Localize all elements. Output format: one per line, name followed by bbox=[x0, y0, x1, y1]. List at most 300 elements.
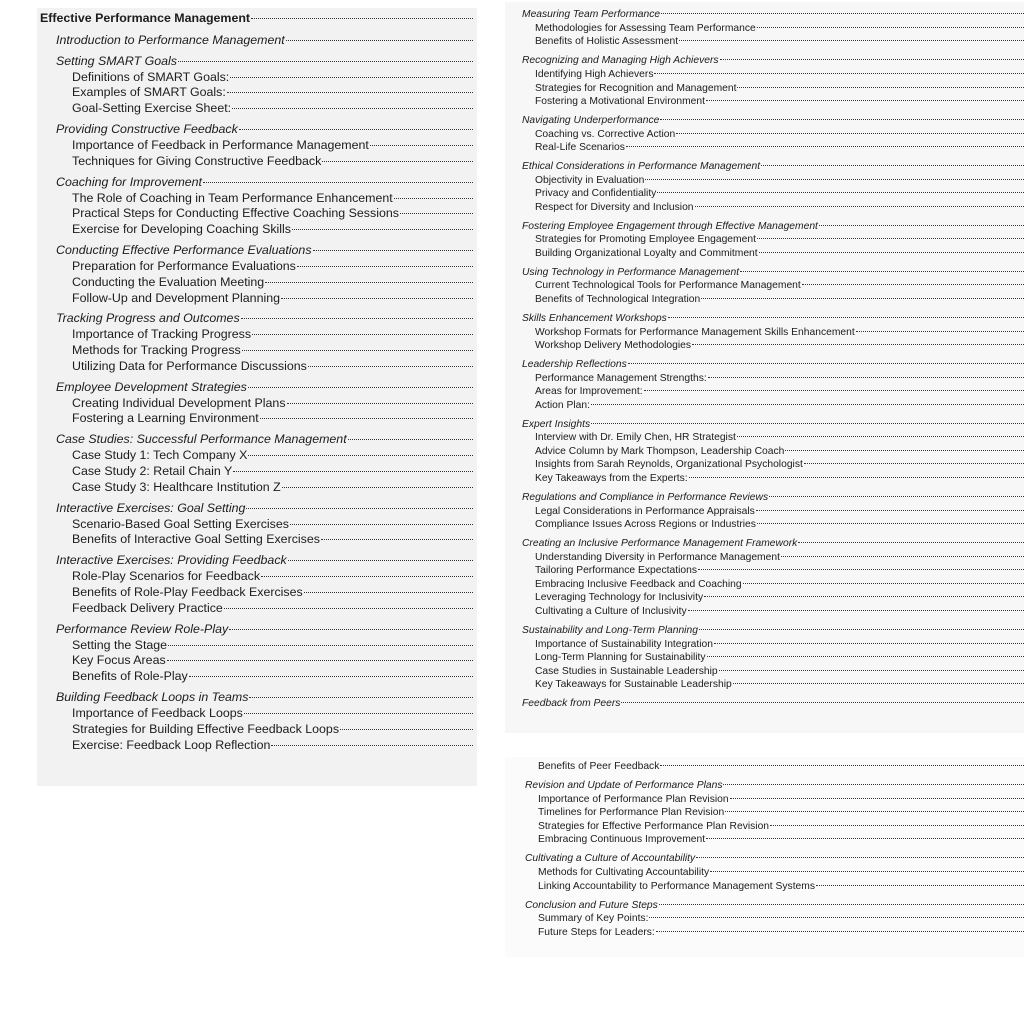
toc-subsection-entry[interactable] bbox=[522, 551, 1024, 565]
toc-section-title: Measuring Team Performance bbox=[522, 9, 661, 21]
dot-leader bbox=[248, 387, 473, 388]
toc-subsection-title: Importance of Feedback in Performance Management bbox=[72, 137, 369, 152]
toc-subsection-entry[interactable] bbox=[40, 291, 473, 307]
dot-leader bbox=[699, 629, 1024, 630]
toc-subsection-title: Exercise for Developing Coaching Skills bbox=[72, 222, 292, 237]
toc-subsection-title: Preparation for Performance Evaluations bbox=[72, 258, 296, 273]
dot-leader bbox=[290, 524, 473, 525]
toc-section-title: Sustainability and Long-Term Planning bbox=[522, 624, 698, 636]
dot-leader bbox=[688, 610, 1024, 611]
toc-section-title: Expert Insights bbox=[522, 418, 591, 430]
toc-subsection-title: Role-Play Scenarios for Feedback bbox=[72, 569, 261, 584]
toc-subsection-entry[interactable] bbox=[40, 327, 473, 343]
dot-leader bbox=[308, 366, 473, 367]
toc-subsection-entry[interactable] bbox=[40, 569, 473, 585]
toc-subsection-entry[interactable] bbox=[522, 247, 1024, 261]
toc-subsection-title: Methodologies for Assessing Team Performance bbox=[535, 22, 756, 34]
dot-leader bbox=[719, 670, 1024, 671]
toc-subsection-title: Case Study 2: Retail Chain Y bbox=[72, 464, 233, 479]
toc-subsection-title: Follow-Up and Development Planning bbox=[72, 290, 281, 305]
dot-leader bbox=[708, 377, 1024, 378]
dot-leader bbox=[178, 61, 473, 62]
toc-section-title: Regulations and Compliance in Performance Reviews bbox=[522, 491, 769, 503]
dot-leader bbox=[720, 59, 1024, 60]
dot-leader bbox=[730, 798, 1024, 799]
dot-leader bbox=[785, 450, 1024, 451]
toc-section-title: Skills Enhancement Workshops bbox=[522, 312, 667, 324]
dot-leader bbox=[816, 885, 1024, 886]
toc-subsection-entry[interactable] bbox=[40, 343, 473, 359]
toc-subsection-title: Scenario-Based Goal Setting Exercises bbox=[72, 516, 289, 531]
toc-subsection-entry[interactable] bbox=[40, 70, 473, 86]
toc-subsection-entry[interactable] bbox=[40, 738, 473, 754]
toc-subsection-entry[interactable] bbox=[522, 141, 1024, 155]
dot-leader bbox=[348, 439, 473, 440]
dot-leader bbox=[242, 350, 473, 351]
toc-subsection-title: Cultivating a Culture of Inclusivity bbox=[535, 606, 687, 618]
dot-leader bbox=[706, 838, 1024, 839]
dot-leader bbox=[737, 436, 1024, 437]
toc-subsection-entry[interactable] bbox=[522, 22, 1024, 36]
toc-subsection-entry[interactable] bbox=[40, 464, 473, 480]
dot-leader bbox=[645, 179, 1024, 180]
dot-leader bbox=[241, 318, 473, 319]
toc-section-title: Recognizing and Managing High Achievers bbox=[522, 55, 719, 67]
toc-section-entry[interactable] bbox=[40, 175, 473, 191]
toc-subsection-entry[interactable] bbox=[522, 578, 1024, 592]
toc-section-title: Performance Review Role-Play bbox=[56, 621, 229, 636]
toc-subsection-title: Building Organizational Loyalty and Commitment bbox=[535, 247, 758, 259]
toc-subsection-entry[interactable] bbox=[522, 665, 1024, 679]
toc-section-title: Building Feedback Loops in Teams bbox=[56, 690, 249, 705]
dot-leader bbox=[167, 660, 473, 661]
dot-leader bbox=[696, 857, 1024, 858]
dot-leader bbox=[743, 583, 1024, 584]
toc-subsection-title: Setting the Stage bbox=[72, 637, 168, 652]
dot-leader bbox=[656, 931, 1024, 932]
toc-subsection-title: Practical Steps for Conducting Effective Coaching Sessions bbox=[72, 206, 399, 221]
dot-leader bbox=[251, 18, 473, 19]
toc-section-title: Revision and Update of Performance Plans bbox=[525, 779, 723, 791]
toc-subsection-title: Examples of SMART Goals: bbox=[72, 85, 226, 100]
toc-subsection-title: Benefits of Role-Play Feedback Exercises bbox=[72, 584, 303, 599]
dot-leader bbox=[679, 40, 1024, 41]
toc-subsection-title: Linking Accountability to Performance Management Systems bbox=[538, 880, 816, 892]
toc-subsection-title: Benefits of Peer Feedback bbox=[538, 761, 660, 772]
toc-section-title: Interactive Exercises: Providing Feedback bbox=[56, 553, 287, 568]
toc-subsection-entry[interactable] bbox=[40, 722, 473, 738]
toc-subsection-entry[interactable] bbox=[40, 411, 473, 427]
toc-section-entry[interactable] bbox=[522, 54, 1024, 68]
toc-subsection-entry[interactable] bbox=[522, 399, 1024, 413]
toc-subsection-entry[interactable] bbox=[40, 669, 473, 685]
toc-page-right bbox=[505, 2, 1024, 733]
toc-subsection-entry[interactable] bbox=[40, 706, 473, 722]
toc-subsection-entry[interactable] bbox=[525, 833, 1024, 847]
toc-subsection-entry[interactable] bbox=[40, 601, 473, 617]
toc-subsection-entry[interactable] bbox=[522, 233, 1024, 247]
toc-subsection-entry[interactable] bbox=[40, 396, 473, 412]
toc-subsection-entry[interactable] bbox=[522, 591, 1024, 605]
toc-subsection-title: Interview with Dr. Emily Chen, HR Strategist bbox=[535, 432, 736, 444]
toc-subsection-entry[interactable] bbox=[525, 820, 1024, 834]
toc-section-entry[interactable] bbox=[522, 358, 1024, 372]
toc-subsection-title: Tailoring Performance Expectations bbox=[535, 565, 697, 577]
toc-subsection-title: Workshop Formats for Performance Management Skills Enhancement bbox=[535, 326, 855, 338]
dot-leader bbox=[249, 697, 473, 698]
toc-section-title: Using Technology in Performance Management bbox=[522, 266, 740, 278]
toc-subsection-entry[interactable] bbox=[522, 638, 1024, 652]
toc-subsection-title: Importance of Feedback Loops bbox=[72, 705, 243, 720]
toc-section-entry[interactable] bbox=[522, 220, 1024, 234]
toc-section-entry[interactable] bbox=[40, 622, 473, 638]
toc-subsection-title: Strategies for Recognition and Management bbox=[535, 82, 737, 94]
dot-leader bbox=[676, 133, 1024, 134]
toc-subsection-title: Understanding Diversity in Performance Management bbox=[535, 551, 780, 563]
dot-leader bbox=[757, 523, 1024, 524]
toc-subsection-entry[interactable] bbox=[522, 678, 1024, 692]
toc-subsection-title: Case Study 3: Healthcare Institution Z bbox=[72, 479, 281, 494]
toc-subsection-entry[interactable] bbox=[40, 532, 473, 548]
dot-leader bbox=[203, 182, 473, 183]
dot-leader bbox=[322, 161, 473, 162]
dot-leader bbox=[706, 100, 1024, 101]
toc-subsection-entry[interactable] bbox=[522, 431, 1024, 445]
toc-subsection-entry[interactable] bbox=[522, 339, 1024, 353]
dot-leader bbox=[370, 145, 473, 146]
dot-leader bbox=[239, 129, 473, 130]
toc-section-title: Conducting Effective Performance Evaluations bbox=[56, 243, 312, 258]
dot-leader bbox=[710, 871, 1024, 872]
dot-leader bbox=[265, 282, 473, 283]
dot-leader bbox=[660, 765, 1024, 766]
toc-subsection-entry[interactable] bbox=[40, 101, 473, 117]
dot-leader bbox=[733, 683, 1024, 684]
toc-subsection-entry[interactable] bbox=[522, 128, 1024, 142]
dot-leader bbox=[737, 87, 1024, 88]
toc-subsection-title: Methods for Tracking Progress bbox=[72, 343, 241, 358]
dot-leader bbox=[232, 108, 473, 109]
toc-subsection-entry[interactable] bbox=[40, 275, 473, 291]
toc-section-entry[interactable] bbox=[40, 54, 473, 70]
toc-subsection-entry[interactable] bbox=[40, 206, 473, 222]
toc-section-title: Navigating Underperformance bbox=[522, 115, 660, 127]
toc-section-title: Cultivating a Culture of Accountability bbox=[525, 853, 696, 865]
dot-leader bbox=[689, 477, 1024, 478]
toc-subsection-entry[interactable] bbox=[522, 201, 1024, 215]
dot-leader bbox=[740, 271, 1024, 272]
toc-subsection-entry[interactable] bbox=[525, 806, 1024, 820]
toc-section-entry[interactable] bbox=[40, 122, 473, 138]
toc-subsection-entry[interactable] bbox=[40, 638, 473, 654]
toc-section-entry[interactable] bbox=[522, 624, 1024, 638]
dot-leader bbox=[804, 463, 1024, 464]
toc-title[interactable] bbox=[40, 11, 473, 27]
toc-section-title: Ethical Considerations in Performance Management bbox=[522, 161, 761, 173]
toc-subsection-title: Conducting the Evaluation Meeting bbox=[72, 274, 265, 289]
dot-leader bbox=[246, 508, 473, 509]
toc-section-entry[interactable] bbox=[522, 418, 1024, 432]
toc-subsection-title: Coaching vs. Corrective Action bbox=[535, 128, 676, 140]
toc-subsection-title: Workshop Delivery Methodologies bbox=[535, 340, 692, 352]
dot-leader bbox=[761, 165, 1024, 166]
toc-subsection-entry[interactable] bbox=[522, 293, 1024, 307]
toc-subsection-title: Key Takeaways for Sustainable Leadership bbox=[535, 679, 732, 691]
toc-subsection-title: Leveraging Technology for Inclusivity bbox=[535, 592, 704, 604]
toc-section-entry[interactable] bbox=[522, 266, 1024, 280]
dot-leader bbox=[819, 225, 1024, 226]
toc-section-title: Leadership Reflections bbox=[522, 359, 627, 371]
dot-leader bbox=[714, 643, 1024, 644]
toc-subsection-entry[interactable] bbox=[522, 174, 1024, 188]
toc-subsection-title: Benefits of Holistic Assessment bbox=[535, 36, 679, 48]
toc-subsection-title: Strategies for Effective Performance Plan Revision bbox=[538, 820, 770, 832]
toc-list bbox=[37, 8, 477, 753]
toc-subsection-title: Benefits of Interactive Goal Setting Exercises bbox=[72, 532, 320, 547]
toc-subsection-title: Long-Term Planning for Sustainability bbox=[535, 652, 706, 664]
dot-leader bbox=[769, 496, 1024, 497]
toc-subsection-entry[interactable] bbox=[525, 880, 1024, 894]
toc-section-title: Interactive Exercises: Goal Setting bbox=[56, 500, 246, 515]
dot-leader bbox=[591, 404, 1024, 405]
toc-subsection-entry[interactable] bbox=[522, 445, 1024, 459]
toc-subsection-entry[interactable] bbox=[525, 793, 1024, 807]
toc-section-entry[interactable] bbox=[522, 697, 1024, 711]
toc-section-entry[interactable] bbox=[522, 312, 1024, 326]
dot-leader bbox=[856, 331, 1024, 332]
toc-subsection-entry[interactable] bbox=[522, 564, 1024, 578]
dot-leader bbox=[261, 576, 473, 577]
toc-subsection-entry[interactable] bbox=[522, 651, 1024, 665]
toc-subsection-title: Importance of Tracking Progress bbox=[72, 327, 252, 342]
toc-subsection-title: Case Studies in Sustainable Leadership bbox=[535, 665, 718, 677]
toc-subsection-title: Compliance Issues Across Regions or Industries bbox=[535, 519, 756, 531]
toc-subsection-entry[interactable] bbox=[40, 448, 473, 464]
toc-subsection-entry[interactable] bbox=[522, 472, 1024, 486]
toc-subsection-entry[interactable] bbox=[40, 359, 473, 375]
dot-leader bbox=[230, 77, 473, 78]
toc-subsection-title: Benefits of Technological Integration bbox=[535, 294, 701, 306]
toc-subsection-title: Strategies for Building Effective Feedback Loops bbox=[72, 721, 340, 736]
toc-subsection-entry[interactable] bbox=[522, 372, 1024, 386]
toc-subsection-title: Definitions of SMART Goals: bbox=[72, 69, 230, 84]
toc-section-title: Creating an Inclusive Performance Management Framework bbox=[522, 538, 798, 550]
dot-leader bbox=[340, 729, 473, 730]
dot-leader bbox=[723, 784, 1024, 785]
dot-leader bbox=[271, 745, 473, 746]
toc-section-entry[interactable] bbox=[525, 899, 1024, 913]
toc-section-title: Fostering Employee Engagement through Effective Management bbox=[522, 220, 818, 232]
toc-section-title: Case Studies: Successful Performance Management bbox=[56, 432, 347, 447]
toc-subsection-title: Importance of Sustainability Integration bbox=[535, 638, 714, 650]
dot-leader bbox=[282, 487, 473, 488]
toc-subsection-title: Identifying High Achievers bbox=[535, 68, 654, 80]
toc-subsection-entry[interactable] bbox=[40, 191, 473, 207]
dot-leader bbox=[626, 146, 1024, 147]
toc-section-title: Introduction to Performance Management bbox=[56, 32, 285, 47]
dot-leader bbox=[233, 471, 473, 472]
toc-subsection-entry[interactable] bbox=[522, 326, 1024, 340]
dot-leader bbox=[757, 27, 1024, 28]
toc-subsection-title: Key Focus Areas bbox=[72, 653, 166, 668]
dot-leader bbox=[252, 334, 473, 335]
toc-subsection-entry[interactable] bbox=[522, 187, 1024, 201]
dot-leader bbox=[260, 418, 473, 419]
toc-subsection-entry[interactable] bbox=[522, 385, 1024, 399]
toc-subsection-entry[interactable] bbox=[40, 222, 473, 238]
dot-leader bbox=[756, 510, 1024, 511]
dot-leader bbox=[168, 645, 473, 646]
dot-leader bbox=[802, 284, 1024, 285]
dot-leader bbox=[770, 825, 1024, 826]
toc-subsection-entry[interactable] bbox=[522, 458, 1024, 472]
toc-section-entry[interactable] bbox=[40, 311, 473, 327]
dot-leader bbox=[757, 238, 1024, 239]
toc-subsection-title: Advice Column by Mark Thompson, Leadership Coach bbox=[535, 445, 785, 457]
toc-section-entry[interactable] bbox=[522, 160, 1024, 174]
dot-leader bbox=[707, 656, 1024, 657]
toc-subsection-title: Insights from Sarah Reynolds, Organizational Psychologist bbox=[535, 459, 803, 471]
dot-leader bbox=[695, 206, 1024, 207]
dot-leader bbox=[287, 403, 473, 404]
toc-subsection-entry[interactable] bbox=[40, 480, 473, 496]
toc-section-title: Tracking Progress and Outcomes bbox=[56, 311, 240, 326]
toc-subsection-title: Future Steps for Leaders: bbox=[538, 926, 655, 938]
dot-leader bbox=[400, 213, 473, 214]
toc-section-title: Feedback from Peers bbox=[522, 698, 621, 710]
dot-leader bbox=[725, 811, 1024, 812]
toc-subsection-entry[interactable] bbox=[522, 82, 1024, 96]
toc-subsection-title: Areas for Improvement: bbox=[535, 386, 643, 398]
toc-section-title: Conclusion and Future Steps bbox=[525, 899, 658, 911]
toc-subsection-title: Methods for Cultivating Accountability bbox=[538, 866, 710, 878]
dot-leader bbox=[224, 608, 473, 609]
dot-leader bbox=[313, 250, 473, 251]
toc-subsection-title: The Role of Coaching in Team Performance Enhancement bbox=[72, 190, 393, 205]
dot-leader bbox=[644, 390, 1024, 391]
toc-subsection-title: Real-Life Scenarios bbox=[535, 142, 625, 154]
dot-leader bbox=[304, 592, 473, 593]
dot-leader bbox=[668, 317, 1024, 318]
toc-subsection-title: Techniques for Giving Constructive Feedback bbox=[72, 153, 322, 168]
dot-leader bbox=[657, 192, 1024, 193]
dot-leader bbox=[189, 676, 473, 677]
toc-subsection-entry[interactable] bbox=[522, 505, 1024, 519]
dot-leader bbox=[229, 629, 473, 630]
dot-leader bbox=[621, 702, 1024, 703]
toc-subsection-title: Timelines for Performance Plan Revision bbox=[538, 807, 725, 819]
toc-subsection-entry[interactable] bbox=[525, 866, 1024, 880]
toc-subsection-title: Current Technological Tools for Performance Management bbox=[535, 280, 801, 292]
toc-section-entry[interactable] bbox=[40, 33, 473, 49]
toc-subsection-entry[interactable] bbox=[525, 926, 1024, 940]
dot-leader bbox=[798, 542, 1024, 543]
toc-subsection-entry[interactable] bbox=[40, 653, 473, 669]
toc-subsection-title: Importance of Performance Plan Revision bbox=[538, 793, 729, 805]
toc-subsection-title: Case Study 1: Tech Company X bbox=[72, 448, 248, 463]
toc-subsection-title: Legal Considerations in Performance Appraisals bbox=[535, 505, 755, 517]
dot-leader bbox=[649, 917, 1024, 918]
toc-subsection-title: Creating Individual Development Plans bbox=[72, 395, 286, 410]
toc-subsection-entry[interactable] bbox=[522, 518, 1024, 532]
dot-leader bbox=[227, 92, 473, 93]
toc-subsection-title: Summary of Key Points: bbox=[538, 913, 649, 925]
toc-subsection-title: Embracing Continuous Improvement bbox=[538, 834, 706, 846]
toc-subsection-entry[interactable] bbox=[522, 68, 1024, 82]
dot-leader bbox=[781, 556, 1024, 557]
toc-subsection-entry[interactable] bbox=[40, 259, 473, 275]
dot-leader bbox=[628, 363, 1024, 364]
toc-subsection-title: Respect for Diversity and Inclusion bbox=[535, 201, 694, 213]
dot-leader bbox=[248, 455, 473, 456]
toc-section-title: Coaching for Improvement bbox=[56, 174, 203, 189]
toc-subsection-title: Feedback Delivery Practice bbox=[72, 600, 223, 615]
toc-section-entry[interactable] bbox=[522, 8, 1024, 22]
toc-section-entry[interactable] bbox=[40, 243, 473, 259]
dot-leader bbox=[394, 198, 473, 199]
toc-subsection-entry[interactable] bbox=[525, 760, 1024, 774]
toc-section-entry[interactable] bbox=[522, 537, 1024, 551]
toc-section-entry[interactable] bbox=[40, 380, 473, 396]
dot-leader bbox=[701, 298, 1024, 299]
toc-section-entry[interactable] bbox=[40, 690, 473, 706]
toc-page-left bbox=[37, 8, 477, 786]
toc-subsection-title: Objectivity in Evaluation bbox=[535, 174, 645, 186]
toc-subsection-entry[interactable] bbox=[40, 85, 473, 101]
toc-subsection-entry[interactable] bbox=[522, 35, 1024, 49]
toc-subsection-title: Benefits of Role-Play bbox=[72, 669, 188, 684]
toc-subsection-entry[interactable] bbox=[522, 279, 1024, 293]
toc-section-entry[interactable] bbox=[40, 553, 473, 569]
toc-title-text: Effective Performance Management bbox=[40, 11, 251, 25]
toc-page-bottom-right bbox=[505, 757, 1024, 957]
toc-subsection-entry[interactable] bbox=[40, 138, 473, 154]
toc-subsection-entry[interactable] bbox=[522, 95, 1024, 109]
toc-section-entry[interactable] bbox=[40, 501, 473, 517]
toc-section-title: Providing Constructive Feedback bbox=[56, 122, 238, 137]
toc-subsection-title: Strategies for Promoting Employee Engagement bbox=[535, 234, 756, 246]
toc-subsection-entry[interactable] bbox=[40, 585, 473, 601]
toc-list bbox=[505, 757, 1024, 939]
toc-subsection-title: Embracing Inclusive Feedback and Coaching bbox=[535, 578, 742, 590]
dot-leader bbox=[288, 560, 473, 561]
toc-subsection-title: Key Takeaways from the Experts: bbox=[535, 473, 688, 485]
dot-leader bbox=[698, 569, 1024, 570]
dot-leader bbox=[321, 539, 473, 540]
toc-section-title: Setting SMART Goals bbox=[56, 53, 177, 68]
dot-leader bbox=[654, 73, 1024, 74]
dot-leader bbox=[297, 266, 473, 267]
toc-subsection-entry[interactable] bbox=[40, 154, 473, 170]
toc-section-entry[interactable] bbox=[522, 114, 1024, 128]
toc-section-entry[interactable] bbox=[525, 852, 1024, 866]
toc-subsection-entry[interactable] bbox=[522, 605, 1024, 619]
toc-section-title: Employee Development Strategies bbox=[56, 379, 247, 394]
toc-section-entry[interactable] bbox=[522, 491, 1024, 505]
toc-subsection-title: Action Plan: bbox=[535, 399, 590, 411]
toc-subsection-title: Fostering a Motivational Environment bbox=[535, 96, 705, 108]
dot-leader bbox=[281, 298, 473, 299]
toc-subsection-entry[interactable] bbox=[525, 912, 1024, 926]
toc-section-entry[interactable] bbox=[40, 432, 473, 448]
toc-section-entry[interactable] bbox=[525, 779, 1024, 793]
toc-subsection-title: Performance Management Strengths: bbox=[535, 372, 707, 384]
dot-leader bbox=[292, 229, 473, 230]
dot-leader bbox=[659, 904, 1024, 905]
toc-subsection-title: Goal-Setting Exercise Sheet: bbox=[72, 101, 232, 116]
toc-subsection-title: Utilizing Data for Performance Discussions bbox=[72, 358, 307, 373]
toc-subsection-entry[interactable] bbox=[40, 517, 473, 533]
